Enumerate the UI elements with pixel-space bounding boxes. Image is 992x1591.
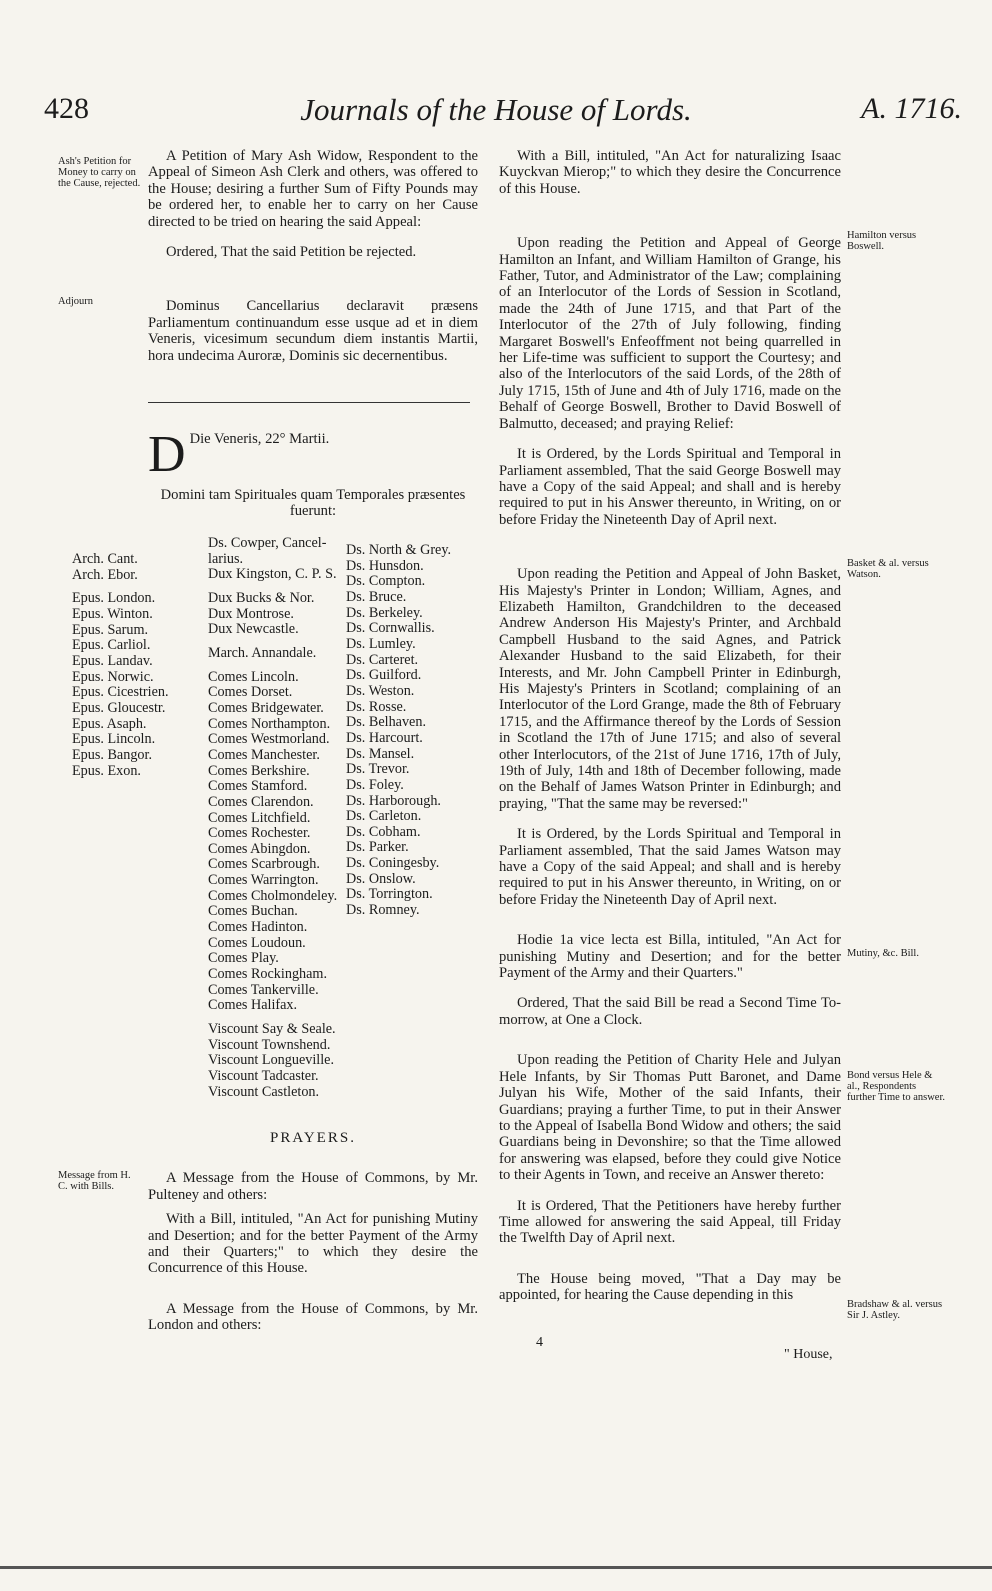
lord-entry: Arch. Cant. xyxy=(72,551,138,567)
lord-entry: Ds. Lumley. xyxy=(346,635,416,652)
lord-entry: Comes Northampton. xyxy=(208,715,331,732)
hamilton-order: It is Ordered, by the Lords Spiritual and Temporal in Parliament assembled, That the said George Boswell may have a Copy of the said Appeal; and shall and is hereby required to put in his Answer thereunto, in Writing, on or before Friday the Nineteenth Day of April next. xyxy=(499,446,841,528)
lord-entry: Ds. Mansel. xyxy=(346,745,415,762)
lord-entry: Epus. Winton. xyxy=(72,605,153,622)
lord-entry: Ds. Hunsdon. xyxy=(346,557,424,574)
lord-entry: Arch. Ebor. xyxy=(72,566,138,583)
roll-column-temporal xyxy=(208,536,337,1100)
lord-entry: Comes Westmorland. xyxy=(208,731,330,748)
message-one-bill: With a Bill, intituled, "An Act for punishing Mutiny and Desertion; and for the better Payment of the Army and their Quarters;" to which they desire the Concurrence of this House. xyxy=(148,1211,478,1277)
lord-entry: Ds. Torrington. xyxy=(346,886,433,903)
ash-order-text: Ordered, That the said Petition be rejected. xyxy=(166,244,417,261)
lord-entry: Ds. Harborough. xyxy=(346,792,441,809)
lord-entry: Ds. North & Grey. xyxy=(346,542,452,558)
message-two: A Message from the House of Commons, by Mr. London and others: xyxy=(148,1300,478,1334)
lord-entry: Viscount Say & Seale. xyxy=(208,1021,336,1038)
lord-entry: Ds. Weston. xyxy=(346,682,415,699)
lord-entry: Comes Halifax. xyxy=(208,997,298,1014)
house-moved: The House being moved, "That a Day may be appointed, for hearing the Cause depending in this xyxy=(499,1270,841,1304)
prayers-heading: PRAYERS. xyxy=(270,1130,356,1146)
lord-entry: Epus. Lincoln. xyxy=(72,731,156,748)
message-one: A Message from the House of Commons, by Mr. Pulteney and others: xyxy=(148,1170,478,1203)
bill-continuation: With a Bill, intituled, "An Act for naturalizing Isaac Kuyckvan Mierop;" to which they desire the Concurrence of this House. xyxy=(499,148,841,197)
lord-entry: Comes Play. xyxy=(208,950,279,967)
lord-entry: Epus. Gloucestr. xyxy=(72,699,166,716)
margin-note-bradshaw: Bradshaw & al. versus Sir J. Astley. xyxy=(847,1299,943,1321)
lord-entry: Viscount Tadcaster. xyxy=(208,1068,319,1084)
ash-petition-text: A Petition of Mary Ash Widow, Respondent to the Appeal of Simeon Ash Clerk and others, was offered to the House; desiring a further Sum of Fifty Pounds may be ordered her, to enable her to carry on her Cause directed to be tried on hearing the said Appeal: xyxy=(148,148,478,230)
lord-entry: Ds. Bruce. xyxy=(346,588,407,605)
date-line: D Die Veneris, 22° Martii. xyxy=(148,426,330,484)
lord-entry: Comes Manchester. xyxy=(208,746,320,763)
lord-entry: Ds. Parker. xyxy=(346,839,409,856)
lord-entry: Comes Litchfield. xyxy=(208,809,311,826)
journal-year: A. 1716. xyxy=(861,92,962,125)
bond-order: It is Ordered, That the Petitioners have hereby further Time allowed for answering the said Appeal, till Friday the Twelfth Day of April next. xyxy=(499,1197,841,1247)
lord-entry: Comes Buchan. xyxy=(208,903,298,920)
lord-entry: Epus. Asaph. xyxy=(72,715,147,732)
lord-entry: Epus. London. xyxy=(72,590,156,607)
roll-column-barons xyxy=(346,543,451,919)
lord-entry: Ds. Compton. xyxy=(346,573,426,590)
lord-entry: Epus. Carliol. xyxy=(72,637,151,654)
lord-entry: larius. xyxy=(208,550,244,567)
lord-entry: Epus. Sarum. xyxy=(72,621,149,638)
lord-entry: Ds. Berkeley. xyxy=(346,604,423,621)
lord-entry: Viscount Longueville. xyxy=(208,1052,335,1069)
lord-entry: Comes Abingdon. xyxy=(208,840,311,857)
lord-entry: Ds. Belhaven. xyxy=(346,714,426,731)
lord-entry: Comes Cholmondeley. xyxy=(208,887,338,904)
lord-entry: Epus. Bangor. xyxy=(72,746,152,763)
margin-note-ash: Ash's Petition for Money to carry on the Cause, rejected. xyxy=(58,156,141,189)
lord-entry: Ds. Harcourt. xyxy=(346,729,423,746)
lord-entry: Epus. Norwic. xyxy=(72,668,154,685)
lord-entry: Comes Stamford. xyxy=(208,778,308,795)
running-header xyxy=(0,92,992,132)
present-line: Domini tam Spirituales quam Temporales præsentes fuerunt: xyxy=(160,487,466,520)
lord-entry: Ds. Guilford. xyxy=(346,667,422,684)
lord-entry: Ds. Onslow. xyxy=(346,870,416,887)
lord-entry: Comes Scarbrough. xyxy=(208,856,320,873)
lord-entry: Dux Kingston, C. P. S. xyxy=(208,566,337,583)
margin-note-bond: Bond versus Hele & al., Respondents further Time to answer. xyxy=(847,1070,945,1103)
lord-entry: Dux Bucks & Nor. xyxy=(208,589,315,606)
mutiny-bill: Hodie 1a vice lecta est Billa, intituled, "An Act for punishing Mutiny and Desertion; and for the better Payment of the Army and their Quarters." xyxy=(499,932,841,982)
lord-entry: Ds. Cobham. xyxy=(346,823,421,840)
left-column xyxy=(148,148,478,520)
left-column-lower xyxy=(148,1130,478,1334)
lord-entry: Ds. Carteret. xyxy=(346,651,419,668)
lord-entry: Comes Rockingham. xyxy=(208,966,328,983)
lord-entry: Comes Berkshire. xyxy=(208,762,310,779)
lord-entry: Ds. Cowper, Cancel- xyxy=(208,535,327,551)
lord-entry: Comes Rochester. xyxy=(208,825,311,842)
lord-entry: Comes Clarendon. xyxy=(208,793,314,810)
margin-note-adjourn: Adjourn xyxy=(58,296,93,307)
signature-mark: 4 xyxy=(536,1335,543,1350)
lord-entry: Comes Warrington. xyxy=(208,872,319,889)
lord-entry: Viscount Townshend. xyxy=(208,1036,331,1053)
lord-entry: Viscount Castleton. xyxy=(208,1083,320,1100)
bond-petition: Upon reading the Petition of Charity Hele and Julyan Hele Infants, by Sir Thomas Putt Baronet, and Dame Julyan his Wife, Mother of the said Infants, their Guardians; praying a further Time, to put in their Answer to the Appeal of Isabella Bond Widow and others; the said Guardians being in Devonshire; so that the Time allowed for answering was elapsed, before they could give Notice to their Agents in Town, and receive an Answer thereto: xyxy=(499,1052,841,1184)
margin-note-hamilton: Hamilton versus Boswell. xyxy=(847,230,917,252)
margin-note-message: Message from H. C. with Bills. xyxy=(58,1170,131,1192)
lord-entry: Comes Hadinton. xyxy=(208,919,308,936)
hamilton-appeal: Upon reading the Petition and Appeal of George Hamilton an Infant, and William Hamilton of Grange, his Father, Tutor, and Administrator of the Law; complaining of an Interlocutor of the Lords of Session in Scotland, made the 24th of June 1715, and that Part of the Interlocutor of the 27th of July following, finding Margaret Boswell's Enfeoffment not being quarrelled in her Life-time was sufficient to support the Courtesy; and also of the Interlocutors of the said Lords, of the 28th of July 1715, 15th of June and 4th of July 1716, made on the Behalf of George Boswell, Brother to David Boswell of Balmutto, deceased; and praying Relief: xyxy=(499,235,841,432)
basket-appeal: Upon reading the Petition and Appeal of John Basket, His Majesty's Printer in London; William, Agnes, and Elizabeth Hamilton, Grandchildren to the deceased Andrew Anderson His Majesty's Printer, and Archbald Campbell Husband to the said Agnes, and Patrick Alexander Husband to the said Elizabeth, for their Interests, and Mr. John Campbell Printer in Edinburgh, His Majesty's Printers in Scotland; complaining of an Interlocutor of the Lord Grange, made the 8th of February 1715, and the Affirmance thereof by the Lords of Session in Scotland the 17th of June 1715; and also of several other Interlocutors, of the 21st of June 1716, 17th of July, 19th of July, 14th and 18th of December following, made on the Behalf of James Watson Printer in Edinburgh; and praying, "That the same may be reversed:" xyxy=(499,566,841,812)
roll-column-spiritual xyxy=(72,552,169,779)
lord-entry: Dux Newcastle. xyxy=(208,621,299,638)
lord-entry: Ds. Carleton. xyxy=(346,808,422,825)
lord-entry: Comes Loudoun. xyxy=(208,934,306,951)
mutiny-order: Ordered, That the said Bill be read a Second Time To-morrow, at One a Clock. xyxy=(499,995,841,1028)
lord-entry: Ds. Rosse. xyxy=(346,698,407,715)
lord-entry: Epus. Exon. xyxy=(72,762,141,779)
right-column xyxy=(499,148,841,1304)
lord-entry: Comes Bridgewater. xyxy=(208,699,324,716)
lord-entry: March. Annandale. xyxy=(208,644,317,661)
catchword: " House, xyxy=(784,1347,833,1362)
basket-order: It is Ordered, by the Lords Spiritual and Temporal in Parliament assembled, That the said James Watson may have a Copy of the said Appeal; and shall and is hereby required to put in his Answer thereunto, in Writing, on or before Friday the Nineteenth Day of April next. xyxy=(499,826,841,908)
page-number: 428 xyxy=(44,92,89,125)
margin-note-basket: Basket & al. versus Watson. xyxy=(847,558,929,580)
lord-entry: Comes Tankerville. xyxy=(208,981,319,998)
lord-entry: Ds. Romney. xyxy=(346,902,420,919)
lord-entry: Epus. Cicestrien. xyxy=(72,684,169,701)
adjourn-text: Dominus Cancellarius declaravit præsens Parliamentum continuandum esse usque ad et in diem Veneris, vicesimum secundum diem instantis Martii, hora undecima Auroræ, Dominis sic decernentibus. xyxy=(148,298,478,364)
lord-entry: Epus. Landav. xyxy=(72,652,153,669)
lord-entry: Ds. Coningesby. xyxy=(346,855,440,872)
journal-title: Journals of the House of Lords. xyxy=(300,92,692,127)
page-bottom-edge xyxy=(0,1566,992,1569)
lord-entry: Comes Dorset. xyxy=(208,684,293,701)
lord-entry: Ds. Trevor. xyxy=(346,761,410,778)
lord-entry: Ds. Cornwallis. xyxy=(346,620,435,637)
lord-entry: Ds. Foley. xyxy=(346,776,404,793)
lord-entry: Comes Lincoln. xyxy=(208,668,299,685)
margin-note-mutiny: Mutiny, &c. Bill. xyxy=(847,948,919,959)
lord-entry: Dux Montrose. xyxy=(208,605,294,622)
